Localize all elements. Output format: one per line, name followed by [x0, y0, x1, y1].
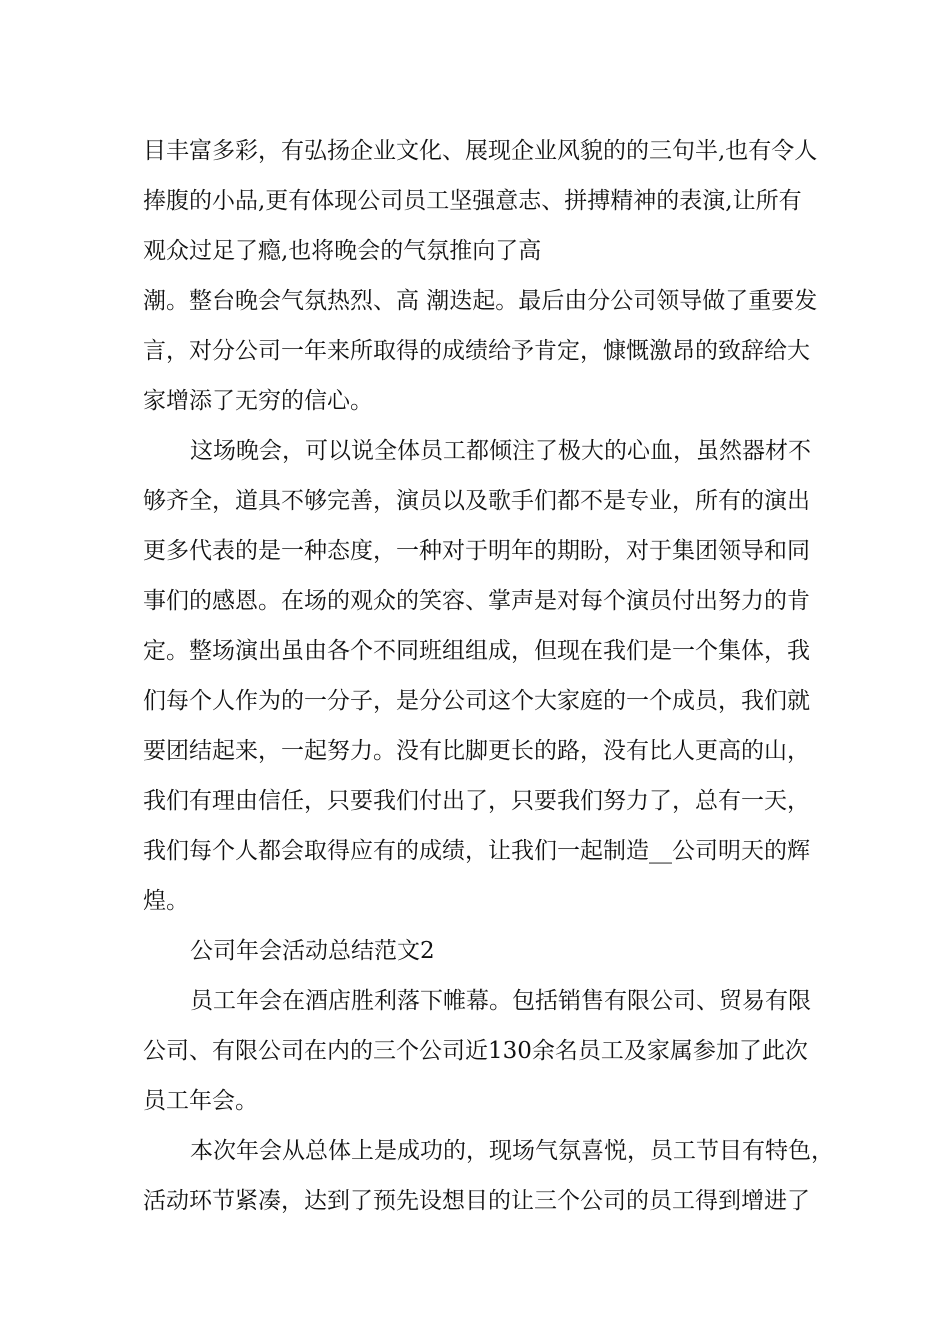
paragraph-2-line-10: 煌。	[143, 888, 189, 914]
paragraph-4-line-2: 活动环节紧凑，达到了预先设想目的让三个公司的员工得到增进了	[143, 1188, 810, 1214]
paragraph-2-line-8: 我们有理由信任，只要我们付出了，只要我们努力了，总有一天，	[143, 788, 810, 814]
paragraph-2-line-2: 够齐全，道具不够完善，演员以及歌手们都不是专业，所有的演出	[143, 488, 810, 514]
paragraph-2-line-9: 我们每个人都会取得应有的成绩，让我们一起制造__公司明天的辉	[143, 838, 810, 864]
paragraph-2-line-7: 要团结起来，一起努力。没有比脚更长的路，没有比人更高的山，	[143, 738, 810, 764]
paragraph-1-line-5: 言，对分公司一年来所取得的成绩给予肯定，慷慨激昂的致辞给大	[143, 338, 810, 364]
paragraph-2-line-4: 事们的感恩。在场的观众的笑容、掌声是对每个演员付出努力的肯	[143, 588, 810, 614]
paragraph-2-line-1: 这场晚会，可以说全体员工都倾注了极大的心血，虽然器材不	[190, 438, 811, 464]
paragraph-1-line-3: 观众过足了瘾,也将晚会的气氛推向了高	[143, 238, 542, 264]
paragraph-1-line-4: 潮。整台晚会气氛热烈、高 潮迭起。最后由分公司领导做了重要发	[143, 288, 818, 314]
paragraph-3-line-1: 员工年会在酒店胜利落下帷幕。包括销售有限公司、贸易有限	[190, 988, 811, 1014]
paragraph-3-line-2: 公司、有限公司在内的三个公司近130余名员工及家属参加了此次	[143, 1038, 808, 1064]
paragraph-1-line-1: 目丰富多彩，有弘扬企业文化、展现企业风貌的的三句半,也有令人	[143, 138, 818, 164]
paragraph-2-line-3: 更多代表的是一种态度，一种对于明年的期盼，对于集团领导和同	[143, 538, 810, 564]
paragraph-1-line-2: 捧腹的小品,更有体现公司员工坚强意志、拼搏精神的表演,让所有	[143, 188, 802, 214]
paragraph-1-line-6: 家增添了无穷的信心。	[143, 388, 373, 414]
paragraph-4-line-1: 本次年会从总体上是成功的，现场气氛喜悦，员工节目有特色，	[190, 1138, 834, 1164]
section-heading: 公司年会活动总结范文2	[190, 938, 435, 964]
paragraph-2-line-5: 定。整场演出虽由各个不同班组组成，但现在我们是一个集体，我	[143, 638, 810, 664]
paragraph-2-line-6: 们每个人作为的一分子，是分公司这个大家庭的一个成员，我们就	[143, 688, 810, 714]
paragraph-3-line-3: 员工年会。	[143, 1088, 258, 1114]
